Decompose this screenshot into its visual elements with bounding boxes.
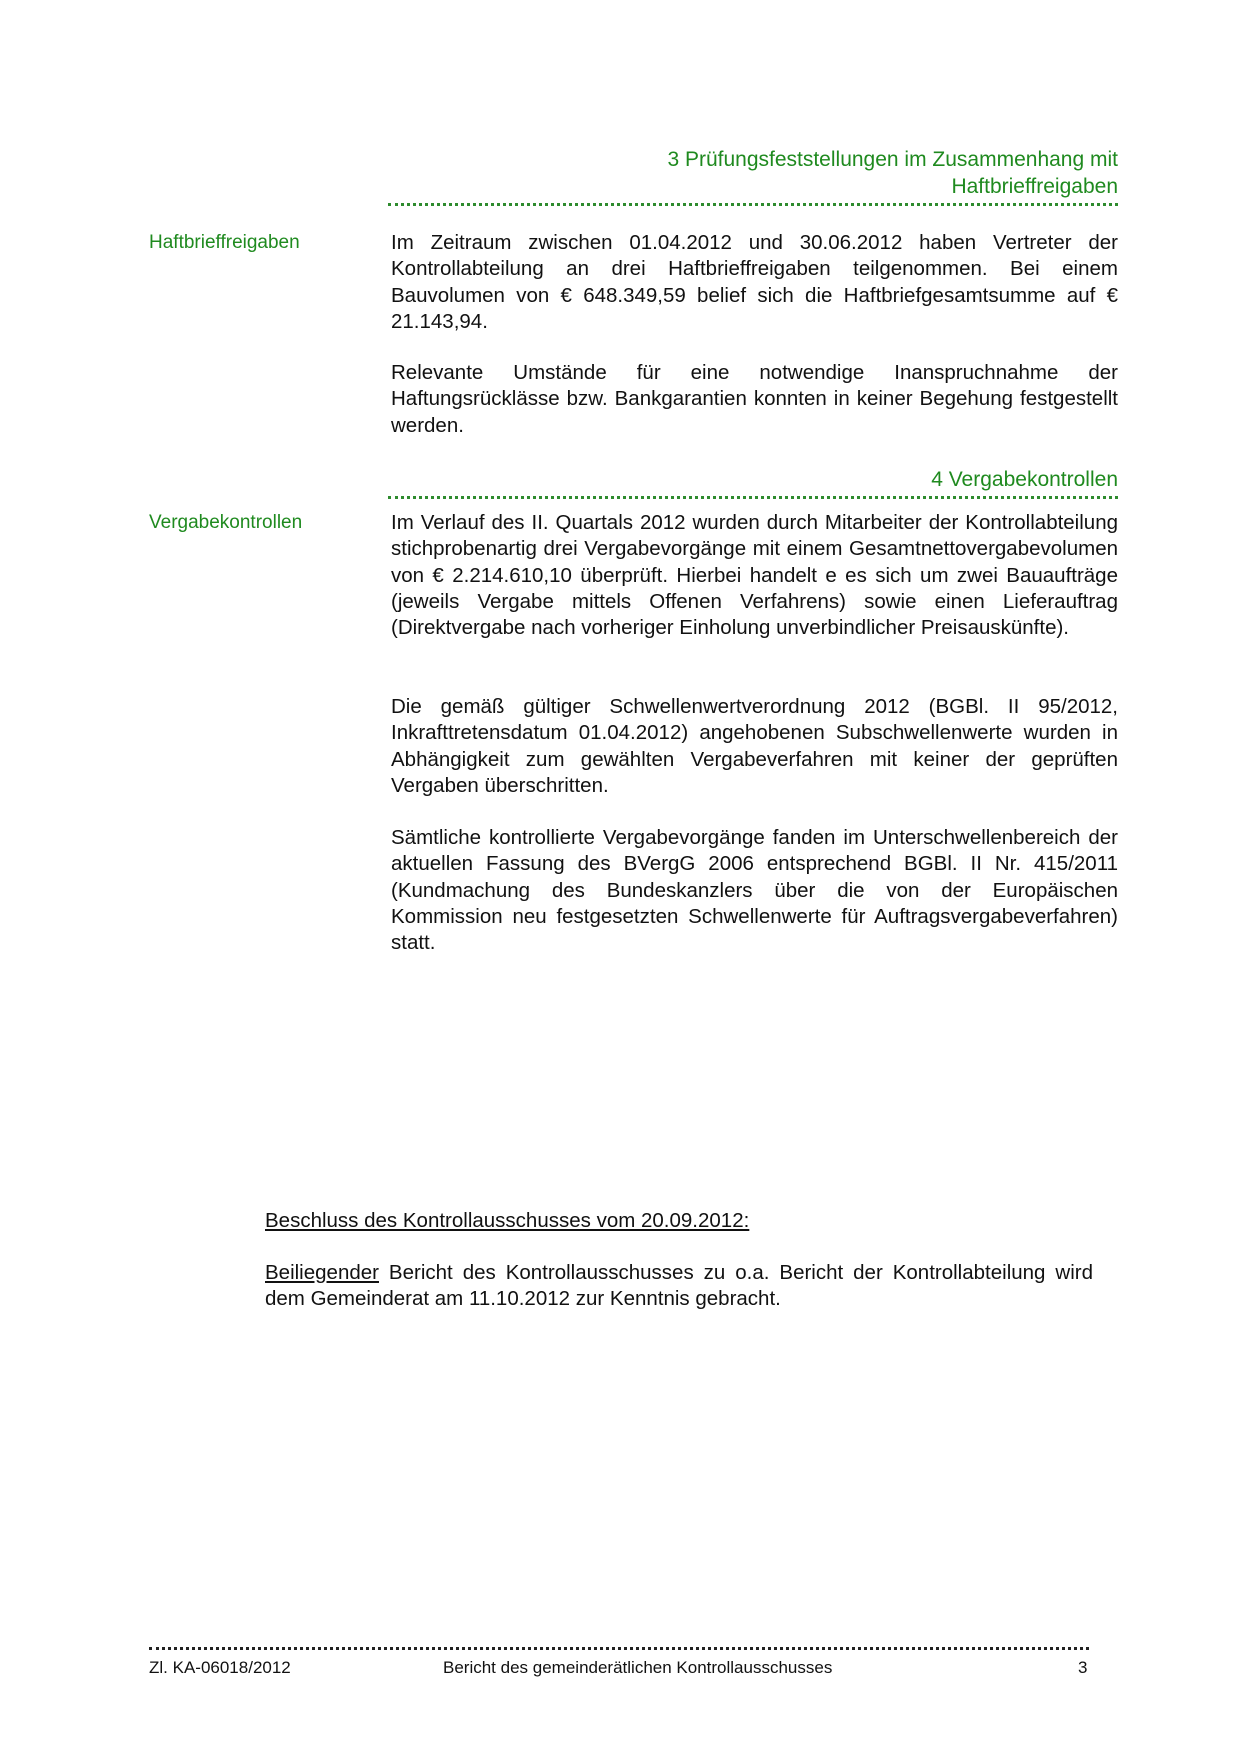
resolution-text [265,1260,1093,1313]
section-3-heading-line2: Haftbrieffreigaben [951,175,1118,198]
page-number: 3 [1078,1658,1088,1677]
resolution-lead-word: Beiliegender [265,1261,379,1284]
section-4-divider [388,496,1118,499]
resolution-body: Bericht des Kontrollausschusses zu o.a. Bericht der Kontrollabteilung wird dem Gemeinderat am 11.10.2012 zur Kenntnis gebracht. [265,1261,1093,1311]
footer-reference: Zl. KA-06018/2012 [149,1658,291,1677]
section-3-divider [388,203,1118,206]
section-4-paragraph-1: Im Verlauf des II. Quartals 2012 wurden durch Mitarbeiter der Kontrollabteilung stichprobenartig drei Vergabevorgänge mit einem Gesamtnettovergabevolumen von € 2.214.610,10 überprüft. Hierbei handelt e es sich um zwei Bauaufträge (jeweils Vergabe mittels Offenen Verfahrens) sowie einen Lieferauftrag (Direktvergabe nach vorheriger Einholung unverbindlicher Preisauskünfte). [391,511,1118,640]
section-4-paragraph-3: Sämtliche kontrollierte Vergabevorgänge fanden im Unterschwellenbereich der aktuellen Fassung des BVergG 2006 entsprechend BGBl. II Nr. 415/2011 (Kundmachung des Bundeskanzlers über die von der Europäischen Kommission neu festgesetzten Schwellenwerte für Auftragsvergabeverfahren) statt. [391,826,1118,955]
margin-note-vergabekontrollen: Vergabekontrollen [149,512,303,533]
section-3-paragraph-1: Im Zeitraum zwischen 01.04.2012 und 30.06.2012 haben Vertreter der Kontrollabteilung an drei Haftbrieffreigaben teilgenommen. Bei einem Bauvolumen von € 648.349,59 belief sich die Haftbriefgesamtsumme auf € 21.143,94. [391,231,1118,333]
margin-note-haftbrieffreigaben: Haftbrieffreigaben [149,232,300,253]
section-3-paragraph-2: Relevante Umstände für eine notwendige Inanspruchnahme der Haftungsrücklässe bzw. Bankgarantien konnten in keiner Begehung festgestellt werden. [391,361,1118,437]
resolution-title: Beschluss des Kontrollausschusses vom 20.09.2012: [265,1209,750,1232]
section-4-heading: 4 Vergabekontrollen [931,468,1118,491]
footer-title: Bericht des gemeinderätlichen Kontrollausschusses [443,1658,833,1677]
section-3-heading [388,146,1118,200]
section-3-heading-line1: 3 Prüfungsfeststellungen im Zusammenhang mit [667,148,1118,171]
section-4-paragraph-2: Die gemäß gültiger Schwellenwertverordnung 2012 (BGBl. II 95/2012, Inkrafttretensdatum 01.04.2012) angehobenen Subschwellenwerte wurden in Abhängigkeit zum gewählten Vergabeverfahren mit keiner der geprüften Vergaben überschritten. [391,695,1118,797]
footer-divider [149,1647,1089,1650]
